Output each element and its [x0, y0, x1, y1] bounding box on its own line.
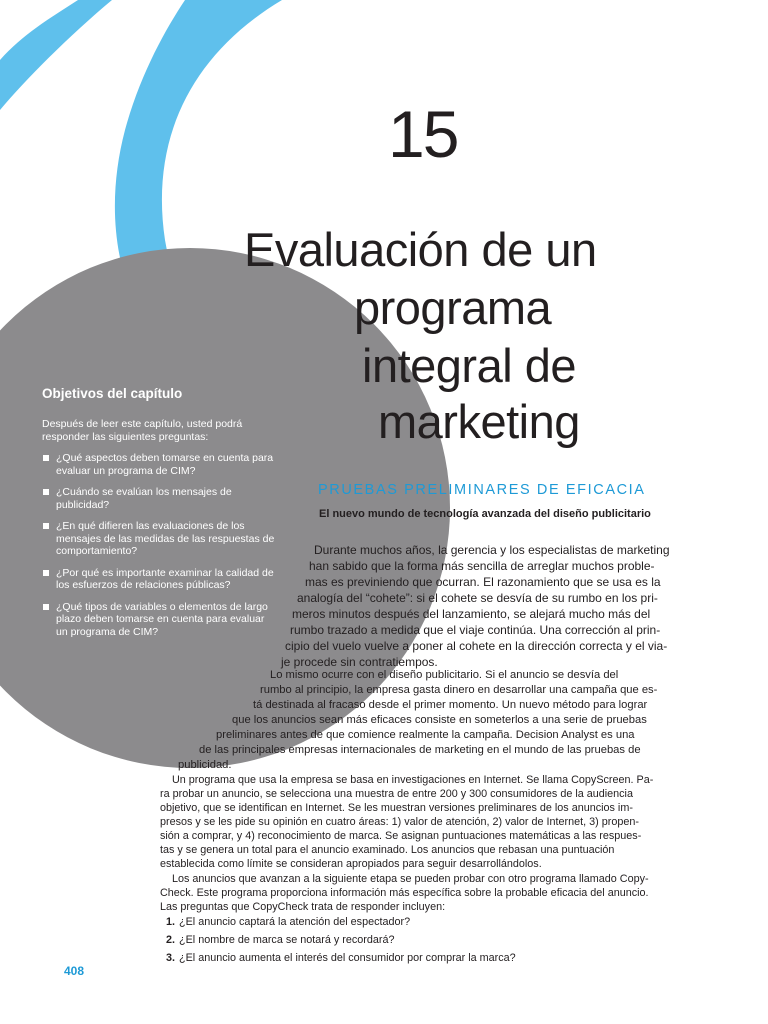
- body-line: analogía del “cohete”: si el cohete se desvía de su rumbo en los pri-: [297, 591, 658, 605]
- numbered-item: [166, 952, 516, 964]
- section-subheading: El nuevo mundo de tecnología avanzada del diseño publicitario: [319, 508, 651, 520]
- bullet-square-icon: [43, 489, 49, 495]
- body-line: preliminares antes de que comience realmente la campaña. Decision Analyst es una: [216, 729, 635, 741]
- section-heading: PRUEBAS PRELIMINARES DE EFICACIA: [318, 482, 646, 498]
- chapter-title-line-3: integral de: [362, 339, 576, 392]
- item-number: 1.: [166, 916, 176, 928]
- body-line: que los anuncios sean más eficaces consiste en someterlos a una serie de pruebas: [232, 714, 647, 726]
- objective-item: [42, 601, 277, 639]
- body-line: tas y se genera un total para el anuncio examinado. Los anuncios que rebasan una puntuación: [160, 844, 615, 856]
- item-text: ¿El nombre de marca se notará y recordará?: [179, 934, 395, 946]
- body-line: Check. Este programa proporciona información más específica sobre la probable eficacia del anuncio.: [160, 887, 649, 899]
- body-line: meros minutos después del lanzamiento, se alejará mucho más del: [292, 607, 651, 621]
- bullet-square-icon: [43, 523, 49, 529]
- item-text: ¿El anuncio captará la atención del espectador?: [179, 916, 411, 928]
- body-line: je procede sin contratiempos.: [281, 655, 438, 669]
- objective-text: ¿Cuándo se evalúan los mensajes de publicidad?: [56, 486, 232, 511]
- body-line: Un programa que usa la empresa se basa en investigaciones en Internet. Se llama CopyScreen. Pa-: [172, 774, 654, 786]
- body-line: Lo mismo ocurre con el diseño publicitario. Si el anuncio se desvía del: [270, 669, 619, 681]
- body-line: rumbo al principio, la empresa gasta dinero en desarrollar una campaña que es-: [260, 684, 658, 696]
- bullet-square-icon: [43, 570, 49, 576]
- body-line: establecida como límite se consideran apropiados para seguir desarrollándolos.: [160, 858, 542, 870]
- quote-mark-left-shape: [0, 0, 112, 110]
- item-number: 3.: [166, 952, 176, 964]
- body-line: Las preguntas que CopyCheck trata de responder incluyen:: [160, 901, 446, 913]
- body-line: sión a comprar, y 4) reconocimiento de marca. Se asignan puntuaciones matemáticas a las respues-: [160, 830, 642, 842]
- objectives-heading: Objetivos del capítulo: [42, 386, 183, 401]
- page-number: 408: [64, 964, 85, 978]
- body-line: de las principales empresas internacionales de marketing en el mundo de las pruebas de: [199, 744, 641, 756]
- bullet-square-icon: [43, 455, 49, 461]
- body-line: cipio del vuelo vuelve a poner al cohete en la dirección correcta y el via-: [285, 639, 668, 653]
- objective-item: [42, 567, 277, 592]
- objective-text: ¿Qué tipos de variables o elementos de largo plazo deben tomarse en cuenta para evaluar un programa de CIM?: [56, 600, 268, 638]
- body-line: publicidad.: [178, 759, 232, 771]
- objective-text: ¿Qué aspectos deben tomarse en cuenta para evaluar un programa de CIM?: [56, 452, 274, 477]
- objectives-intro: Después de leer este capítulo, usted podrá responder las siguientes preguntas:: [42, 418, 243, 443]
- item-number: 2.: [166, 934, 176, 946]
- objective-item: [42, 452, 277, 477]
- objective-item: [42, 520, 277, 558]
- body-line: presos y se les pide su opinión en cuatro áreas: 1) valor de atención, 2) valor de Internet, 3) propen-: [160, 816, 639, 828]
- chapter-number: 15: [388, 97, 458, 171]
- objective-item: [42, 486, 277, 511]
- numbered-item: [166, 934, 394, 946]
- objective-text: ¿Por qué es importante examinar la calidad de los esfuerzos de relaciones públicas?: [56, 566, 274, 591]
- chapter-title-line-2: programa: [354, 281, 552, 334]
- chapter-title-line-4: marketing: [378, 395, 580, 448]
- numbered-item: [166, 916, 410, 928]
- body-line: Durante muchos años, la gerencia y los especialistas de marketing: [314, 543, 670, 557]
- body-line: mas es previniendo que ocurran. El razonamiento que se usa es la: [305, 575, 661, 589]
- bullet-square-icon: [43, 604, 49, 610]
- item-text: ¿El anuncio aumenta el interés del consumidor por comprar la marca?: [179, 952, 516, 964]
- objective-text: ¿En qué difieren las evaluaciones de los mensajes de las medidas de las respuestas de comportamiento?: [56, 520, 275, 557]
- body-line: ra probar un anuncio, se selecciona una muestra de entre 200 y 300 consumidores de la audiencia: [160, 788, 633, 800]
- chapter-title-line-1: Evaluación de un: [244, 223, 597, 276]
- objectives-list: [42, 452, 277, 647]
- body-line: objetivo, que se identifican en Internet. Se les muestran versiones preliminares de los anuncios im-: [160, 802, 633, 814]
- body-line: Los anuncios que avanzan a la siguiente etapa se pueden probar con otro programa llamado Copy-: [172, 873, 649, 885]
- body-line: rumbo trazado a medida que el viaje continúa. Una corrección al prin-: [290, 623, 661, 637]
- body-line: han sabido que la forma más sencilla de arreglar muchos proble-: [309, 559, 655, 573]
- body-line: tá destinada al fracaso desde el primer momento. Un nuevo método para lograr: [253, 699, 648, 711]
